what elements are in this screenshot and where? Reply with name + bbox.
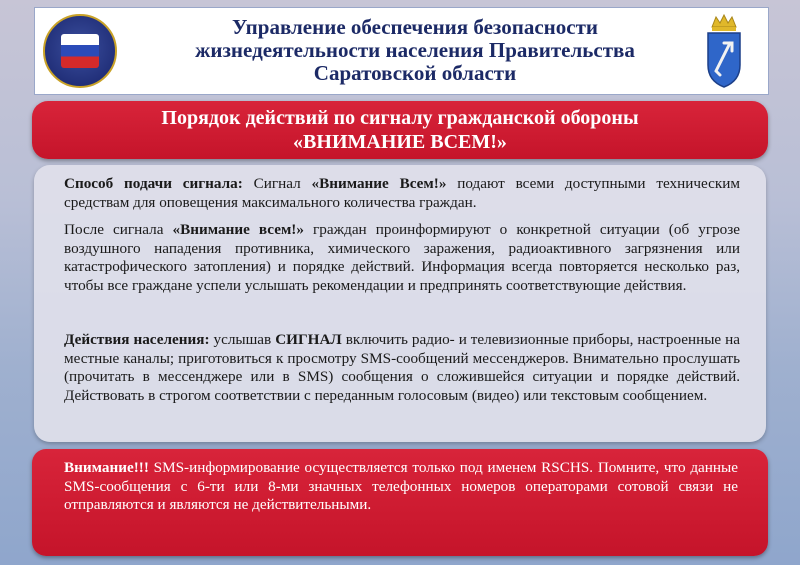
banner-line1: Порядок действий по сигналу гражданской обороны [161,107,639,129]
warning-paragraph [64,459,738,515]
p3-text-b: включить радио- и телевизионные приборы, настроенные на местные каналы; приготовиться к просмотру SMS-сообщений мессенджеров. Внимательно прослушать (прочитать в мессенджере или в SMS) сообщения о сложившейся ситуации и порядке действий. Действовать в строгом соответствии с переданным голосовым (видео) или текстовым сообщением. [64,331,740,404]
instructions-panel [34,165,766,442]
header-title-line3: Саратовской области [313,61,517,85]
p3-text-a: услышав [209,331,276,348]
warning-text: SMS-информирование осуществляется только под именем RSCHS. Помните, что данные SMS-сообщения с 6-ти или 8-ми значных телефонных номеров операторами сотовой связи не отправляются и являются не действительными. [64,459,738,513]
p1-signal-name: «Внимание Всем!» [311,175,447,192]
population-actions-label: Действия населения: [64,331,210,348]
header-title-line1: Управление обеспечения безопасности [231,15,598,39]
header-panel [34,7,769,95]
p2-text-a: После сигнала [64,221,173,238]
emblem-logo-icon [43,14,117,88]
after-signal-paragraph [64,221,740,295]
signal-title-banner [32,101,768,159]
population-actions-paragraph [64,331,740,405]
signal-method-label: Способ подачи сигнала: [64,175,243,192]
saratov-coat-of-arms-icon [704,13,744,89]
p2-text-b: граждан проинформируют о конкретной ситуации (об угрозе воздушного нападения противника, химического заражения, радиоактивного загрязнения или катастрофического затопления) и порядке действий. Информация всегда повторяется несколько раз, чтобы все граждане успели услышать рекомендации и предпринять соответствующие действия. [64,221,740,294]
p1-text-b: подают всеми доступными техническим средствам для оповещения максимального количества граждан. [64,175,740,211]
header-title-line2: жизнедеятельности населения Правительства [195,38,635,62]
p2-signal-name: «Внимание всем!» [172,221,304,238]
warning-label: Внимание!!! [64,459,149,476]
warning-panel [32,449,768,556]
p3-signal-word: СИГНАЛ [275,331,342,348]
banner-line2: «ВНИМАНИЕ ВСЕМ!» [293,131,507,153]
signal-method-paragraph [64,175,740,212]
flag-icon [61,34,99,68]
p1-text-a: Сигнал [242,175,312,192]
header-title [135,16,695,85]
